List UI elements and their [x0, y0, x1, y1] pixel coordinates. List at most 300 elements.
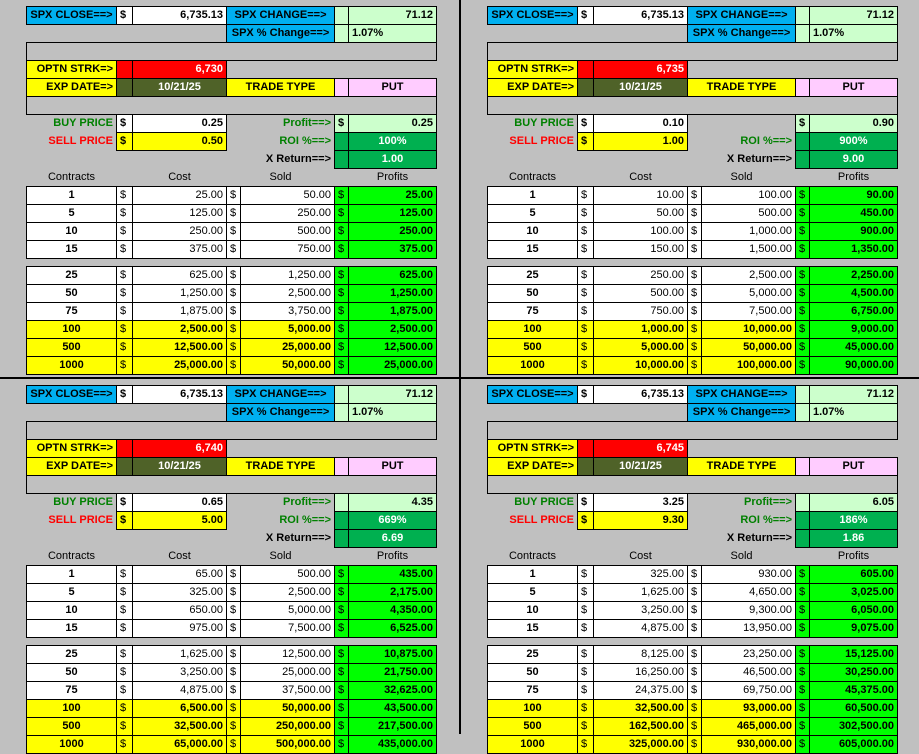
- xr-blank3: [133, 530, 227, 548]
- roi-pad: [335, 133, 349, 151]
- cell-cost: 2,500.00: [133, 321, 227, 339]
- pad-c1: [27, 404, 117, 422]
- spx-pct-value: 1.07%: [349, 25, 437, 43]
- optn-strk-label: OPTN STRK=>: [27, 61, 117, 79]
- sell-price-row: [27, 512, 437, 530]
- xr-blank2: [578, 151, 594, 169]
- cell-cost: 4,875.00: [133, 682, 227, 700]
- cell-profits: 2,500.00: [349, 321, 437, 339]
- cell-profits-dollar: $: [796, 205, 810, 223]
- profit-dollar: [335, 494, 349, 512]
- cell-sold-dollar: $: [688, 357, 702, 375]
- cell-cost-dollar: $: [578, 223, 594, 241]
- cell-sold-dollar: $: [688, 584, 702, 602]
- col-cost: Cost: [594, 169, 688, 187]
- panel-0-rows: [26, 186, 437, 375]
- cell-contracts: 1000: [27, 736, 117, 754]
- cell-sold: 5,000.00: [241, 602, 335, 620]
- spx-close-label: SPX CLOSE==>: [27, 7, 117, 25]
- cell-sold-dollar: $: [227, 646, 241, 664]
- spx-change-value: 71.12: [810, 7, 898, 25]
- cell-contracts: 5: [27, 205, 117, 223]
- cell-profits-dollar: $: [335, 187, 349, 205]
- cell-sold: 7,500.00: [702, 303, 796, 321]
- cell-profits-dollar: $: [796, 700, 810, 718]
- ch-pad2: [335, 548, 349, 566]
- strike-row: [27, 61, 437, 79]
- col-profits: Profits: [349, 169, 437, 187]
- cell-sold: 2,500.00: [241, 285, 335, 303]
- cell-contracts: 100: [488, 321, 578, 339]
- pad-c2: [117, 404, 133, 422]
- cell-profits: 6,750.00: [810, 303, 898, 321]
- col-profits: Profits: [810, 548, 898, 566]
- profit-label: Profit==>: [688, 494, 796, 512]
- cell-contracts: 100: [27, 700, 117, 718]
- cell-profits-dollar: $: [796, 321, 810, 339]
- cell-profits: 10,875.00: [349, 646, 437, 664]
- expdate-row: [27, 79, 437, 97]
- sell-price-dollar: $: [578, 133, 594, 151]
- cell-sold: 2,500.00: [702, 267, 796, 285]
- cell-profits: 125.00: [349, 205, 437, 223]
- cell-sold-dollar: $: [688, 285, 702, 303]
- table-row: [488, 664, 898, 682]
- cell-cost-dollar: $: [578, 241, 594, 259]
- cell-cost-dollar: $: [578, 205, 594, 223]
- roi-pad: [335, 512, 349, 530]
- cell-sold-dollar: $: [688, 241, 702, 259]
- strike-blank1: [688, 61, 796, 79]
- table-row: [27, 620, 437, 638]
- table-row: [488, 646, 898, 664]
- cell-sold-dollar: $: [688, 321, 702, 339]
- row-gap: [27, 638, 437, 646]
- cell-contracts: 15: [488, 241, 578, 259]
- spx-change-label: SPX CHANGE==>: [688, 386, 796, 404]
- cell-cost: 325.00: [594, 566, 688, 584]
- exp-date-value: 10/21/25: [133, 458, 227, 476]
- trade-type-label: TRADE TYPE: [227, 79, 335, 97]
- table-row: [27, 584, 437, 602]
- table-row: [488, 357, 898, 375]
- cell-sold-dollar: $: [688, 303, 702, 321]
- cell-contracts: 500: [27, 339, 117, 357]
- cell-sold: 5,000.00: [702, 285, 796, 303]
- cell-cost-dollar: $: [117, 357, 133, 375]
- cell-sold: 1,000.00: [702, 223, 796, 241]
- cell-contracts: 15: [27, 620, 117, 638]
- profit-label-blank: [688, 115, 796, 133]
- x-return-label: X Return==>: [688, 151, 796, 169]
- table-row: [488, 205, 898, 223]
- spacer-a: [27, 422, 437, 440]
- cell-contracts: 500: [27, 718, 117, 736]
- row-gap: [488, 259, 898, 267]
- table-row: [488, 339, 898, 357]
- row-gap: [27, 259, 437, 267]
- sell-price-dollar: $: [578, 512, 594, 530]
- ch-pad1: [117, 548, 133, 566]
- sell-price-value: 0.50: [133, 133, 227, 151]
- cell-cost-dollar: $: [578, 267, 594, 285]
- cell-sold-dollar: $: [227, 339, 241, 357]
- col-contracts: Contracts: [488, 169, 578, 187]
- spx-change-pad: [796, 7, 810, 25]
- cell-sold-dollar: $: [227, 267, 241, 285]
- profit-label: Profit==>: [227, 115, 335, 133]
- cell-contracts: 25: [27, 646, 117, 664]
- cell-profits-dollar: $: [335, 357, 349, 375]
- cell-cost: 25,000.00: [133, 357, 227, 375]
- cell-cost: 1,875.00: [133, 303, 227, 321]
- cell-profits: 435,000.00: [349, 736, 437, 754]
- cell-sold-dollar: $: [227, 718, 241, 736]
- table-row: [27, 321, 437, 339]
- table-row: [27, 205, 437, 223]
- cell-contracts: 10: [27, 223, 117, 241]
- cell-contracts: 1000: [488, 736, 578, 754]
- strike-blank1: [227, 440, 335, 458]
- cell-sold: 7,500.00: [241, 620, 335, 638]
- cell-profits: 1,250.00: [349, 285, 437, 303]
- buy-price-value: 3.25: [594, 494, 688, 512]
- strike-blank1: [227, 61, 335, 79]
- cell-profits: 4,350.00: [349, 602, 437, 620]
- cell-profits-dollar: $: [796, 718, 810, 736]
- cell-profits: 3,025.00: [810, 584, 898, 602]
- cell-cost-dollar: $: [578, 736, 594, 754]
- cell-contracts: 1: [488, 187, 578, 205]
- cell-cost: 32,500.00: [133, 718, 227, 736]
- cell-profits: 605.00: [810, 566, 898, 584]
- strike-blank3: [810, 61, 898, 79]
- table-row: [488, 187, 898, 205]
- roi-value: 186%: [810, 512, 898, 530]
- cell-contracts: 25: [488, 267, 578, 285]
- strike-blank1: [688, 440, 796, 458]
- table-row: [27, 646, 437, 664]
- profit-label: Profit==>: [227, 494, 335, 512]
- xr-blank2: [578, 530, 594, 548]
- cell-profits: 4,500.00: [810, 285, 898, 303]
- cell-sold: 465,000.00: [702, 718, 796, 736]
- buy-price-value: 0.25: [133, 115, 227, 133]
- cell-contracts: 50: [488, 285, 578, 303]
- contract-rows-2: [27, 566, 437, 754]
- cell-cost: 16,250.00: [594, 664, 688, 682]
- cell-sold: 250.00: [241, 205, 335, 223]
- col-profits: Profits: [810, 169, 898, 187]
- cell-cost-dollar: $: [578, 602, 594, 620]
- spacer-a: [488, 422, 898, 440]
- xr-blank1: [488, 530, 578, 548]
- panel-3-rows: [487, 565, 898, 754]
- cell-profits-dollar: $: [796, 664, 810, 682]
- spx-change-pad: [796, 386, 810, 404]
- strike-row: [488, 440, 898, 458]
- x-return-label: X Return==>: [227, 530, 335, 548]
- cell-profits: 25,000.00: [349, 357, 437, 375]
- pad-a2: [117, 25, 133, 43]
- cell-sold-dollar: $: [688, 267, 702, 285]
- cell-sold-dollar: $: [227, 700, 241, 718]
- cell-sold: 250,000.00: [241, 718, 335, 736]
- column-header-row: [27, 548, 437, 566]
- cell-cost: 1,625.00: [133, 646, 227, 664]
- buy-price-dollar: $: [117, 115, 133, 133]
- roi-pad: [796, 133, 810, 151]
- panel-1-table: [487, 6, 898, 186]
- cell-profits: 45,375.00: [810, 682, 898, 700]
- table-row: [27, 241, 437, 259]
- ch-pad2: [796, 548, 810, 566]
- spx-close-label: SPX CLOSE==>: [488, 386, 578, 404]
- cell-profits-dollar: $: [796, 620, 810, 638]
- cell-profits: 625.00: [349, 267, 437, 285]
- cell-cost: 375.00: [133, 241, 227, 259]
- profit-value: 0.25: [349, 115, 437, 133]
- cell-sold-dollar: $: [227, 602, 241, 620]
- tradetype-pad: [796, 458, 810, 476]
- table-row: [488, 223, 898, 241]
- optn-strk-value: 6,735: [594, 61, 688, 79]
- cell-profits-dollar: $: [796, 223, 810, 241]
- cell-cost-dollar: $: [578, 620, 594, 638]
- xr-pad: [335, 530, 349, 548]
- expdate-pad: [578, 458, 594, 476]
- sell-price-label: SELL PRICE: [27, 512, 117, 530]
- buy-price-row: [27, 494, 437, 512]
- cell-sold: 500.00: [241, 566, 335, 584]
- cell-cost-dollar: $: [117, 267, 133, 285]
- col-sold: Sold: [688, 548, 796, 566]
- ch-pad1: [578, 548, 594, 566]
- spx-change-label: SPX CHANGE==>: [227, 386, 335, 404]
- xr-pad: [796, 530, 810, 548]
- cell-sold-dollar: $: [227, 357, 241, 375]
- trade-type-value: PUT: [349, 79, 437, 97]
- expdate-row: [27, 458, 437, 476]
- spx-close-value: 6,735.13: [594, 7, 688, 25]
- spacer-b: [27, 476, 437, 494]
- table-row: [27, 602, 437, 620]
- cell-sold-dollar: $: [688, 718, 702, 736]
- cell-cost-dollar: $: [578, 321, 594, 339]
- cell-sold: 13,950.00: [702, 620, 796, 638]
- spx-close-dollar: $: [117, 7, 133, 25]
- strike-blank3: [349, 61, 437, 79]
- header-row-spx: [27, 7, 437, 25]
- xr-blank3: [594, 151, 688, 169]
- x-return-value: 9.00: [810, 151, 898, 169]
- cell-sold: 930,000.00: [702, 736, 796, 754]
- cell-contracts: 75: [488, 303, 578, 321]
- cell-cost: 24,375.00: [594, 682, 688, 700]
- table-row: [488, 321, 898, 339]
- cell-sold-dollar: $: [227, 664, 241, 682]
- buy-price-label: BUY PRICE: [488, 115, 578, 133]
- cell-profits-dollar: $: [796, 584, 810, 602]
- contract-rows-1: [488, 187, 898, 375]
- xr-blank3: [133, 151, 227, 169]
- spacer-b: [488, 476, 898, 494]
- xr-blank1: [27, 530, 117, 548]
- cell-cost: 325,000.00: [594, 736, 688, 754]
- cell-profits-dollar: $: [335, 321, 349, 339]
- option-panel-0: [0, 0, 459, 377]
- cell-profits: 900.00: [810, 223, 898, 241]
- table-row: [488, 241, 898, 259]
- expdate-pad: [578, 79, 594, 97]
- cell-profits-dollar: $: [335, 205, 349, 223]
- cell-sold-dollar: $: [688, 566, 702, 584]
- col-contracts: Contracts: [27, 169, 117, 187]
- panel-1-rows: [487, 186, 898, 375]
- table-row: [488, 602, 898, 620]
- panel-0-table: [26, 6, 437, 186]
- xr-blank1: [488, 151, 578, 169]
- spx-change-pad: [335, 7, 349, 25]
- cell-sold-dollar: $: [688, 736, 702, 754]
- table-row: [488, 736, 898, 754]
- cell-cost: 1,625.00: [594, 584, 688, 602]
- cell-cost-dollar: $: [117, 321, 133, 339]
- cell-profits-dollar: $: [796, 357, 810, 375]
- xr-blank1: [27, 151, 117, 169]
- col-sold: Sold: [227, 548, 335, 566]
- buy-price-label: BUY PRICE: [27, 115, 117, 133]
- trade-type-value: PUT: [810, 458, 898, 476]
- cell-contracts: 1000: [488, 357, 578, 375]
- cell-cost: 162,500.00: [594, 718, 688, 736]
- spx-pct-pad: [796, 404, 810, 422]
- xr-blank3: [594, 530, 688, 548]
- cell-contracts: 15: [488, 620, 578, 638]
- strike-blank2: [796, 440, 810, 458]
- col-cost: Cost: [133, 548, 227, 566]
- cell-cost: 250.00: [133, 223, 227, 241]
- cell-sold-dollar: $: [227, 321, 241, 339]
- cell-sold: 37,500.00: [241, 682, 335, 700]
- cell-cost-dollar: $: [117, 602, 133, 620]
- cell-cost: 150.00: [594, 241, 688, 259]
- spx-close-dollar: $: [578, 386, 594, 404]
- x-return-value: 6.69: [349, 530, 437, 548]
- roi-value: 669%: [349, 512, 437, 530]
- cell-profits: 43,500.00: [349, 700, 437, 718]
- cell-sold-dollar: $: [688, 205, 702, 223]
- strike-pad: [578, 440, 594, 458]
- header-row-pct: [488, 404, 898, 422]
- cell-cost: 250.00: [594, 267, 688, 285]
- strike-pad: [578, 61, 594, 79]
- cell-profits: 9,075.00: [810, 620, 898, 638]
- cell-sold: 50,000.00: [702, 339, 796, 357]
- cell-profits: 605,000.00: [810, 736, 898, 754]
- cell-cost: 1,250.00: [133, 285, 227, 303]
- table-row: [27, 223, 437, 241]
- cell-cost: 10.00: [594, 187, 688, 205]
- table-row: [488, 718, 898, 736]
- cell-cost: 12,500.00: [133, 339, 227, 357]
- cell-cost-dollar: $: [117, 303, 133, 321]
- table-row: [27, 682, 437, 700]
- ch-pad1: [578, 169, 594, 187]
- tradetype-pad: [335, 79, 349, 97]
- header-row-spx: [27, 386, 437, 404]
- buy-price-value: 0.65: [133, 494, 227, 512]
- cell-sold: 100,000.00: [702, 357, 796, 375]
- cell-profits-dollar: $: [335, 566, 349, 584]
- cell-contracts: 75: [488, 682, 578, 700]
- trade-type-label: TRADE TYPE: [688, 79, 796, 97]
- optn-strk-label: OPTN STRK=>: [488, 440, 578, 458]
- cell-profits: 32,625.00: [349, 682, 437, 700]
- cell-sold: 1,500.00: [702, 241, 796, 259]
- profit-value: 6.05: [810, 494, 898, 512]
- profit-dollar: [796, 494, 810, 512]
- cell-cost: 25.00: [133, 187, 227, 205]
- pad-a3: [133, 25, 227, 43]
- cell-profits: 435.00: [349, 566, 437, 584]
- cell-profits: 1,875.00: [349, 303, 437, 321]
- pad-a1: [27, 25, 117, 43]
- cell-sold-dollar: $: [227, 584, 241, 602]
- row-gap-cell: [27, 259, 437, 267]
- cell-profits: 217,500.00: [349, 718, 437, 736]
- cell-sold: 50,000.00: [241, 357, 335, 375]
- buy-price-row: [488, 115, 898, 133]
- row-gap-cell: [488, 638, 898, 646]
- spx-pct-label: SPX % Change==>: [227, 25, 335, 43]
- cell-sold: 23,250.00: [702, 646, 796, 664]
- table-row: [488, 620, 898, 638]
- spx-pct-pad: [796, 25, 810, 43]
- buy-price-label: BUY PRICE: [27, 494, 117, 512]
- cell-sold: 4,650.00: [702, 584, 796, 602]
- x-return-label: X Return==>: [688, 530, 796, 548]
- x-return-value: 1.86: [810, 530, 898, 548]
- spx-pct-label: SPX % Change==>: [688, 25, 796, 43]
- col-profits: Profits: [349, 548, 437, 566]
- cell-profits-dollar: $: [796, 187, 810, 205]
- cell-profits-dollar: $: [335, 303, 349, 321]
- cell-cost-dollar: $: [117, 664, 133, 682]
- cell-cost-dollar: $: [117, 339, 133, 357]
- pad-c3: [133, 404, 227, 422]
- cell-profits: 2,250.00: [810, 267, 898, 285]
- cell-cost: 750.00: [594, 303, 688, 321]
- cell-cost-dollar: $: [578, 584, 594, 602]
- strike-blank2: [335, 61, 349, 79]
- cell-sold-dollar: $: [227, 223, 241, 241]
- profit-dollar: $: [796, 115, 810, 133]
- cell-contracts: 1: [488, 566, 578, 584]
- cell-cost: 6,500.00: [133, 700, 227, 718]
- cell-cost: 125.00: [133, 205, 227, 223]
- trade-type-value: PUT: [349, 458, 437, 476]
- cell-profits-dollar: $: [796, 241, 810, 259]
- cell-sold: 10,000.00: [702, 321, 796, 339]
- cell-contracts: 1000: [27, 357, 117, 375]
- cell-cost: 4,875.00: [594, 620, 688, 638]
- row-gap: [488, 638, 898, 646]
- optn-strk-value: 6,740: [133, 440, 227, 458]
- cell-cost: 100.00: [594, 223, 688, 241]
- cell-profits-dollar: $: [335, 241, 349, 259]
- cell-profits: 30,250.00: [810, 664, 898, 682]
